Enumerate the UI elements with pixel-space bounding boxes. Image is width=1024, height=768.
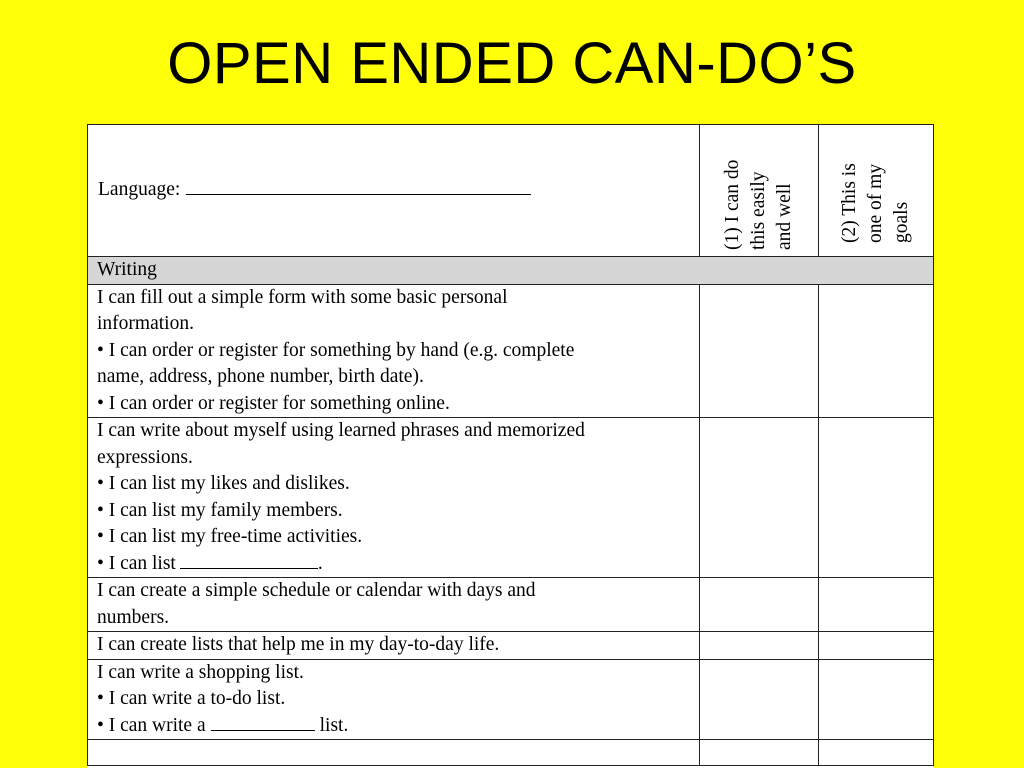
- can-do-statement: [88, 418, 700, 578]
- can-do-statement: [88, 632, 700, 660]
- section-label: Writing: [88, 257, 934, 285]
- statement-line: • I can list my free-time activities.: [97, 526, 363, 547]
- statement-line: • I can list my likes and dislikes.: [97, 473, 350, 494]
- blank-prefix: • I can write a: [97, 714, 206, 736]
- can-do-statement: [88, 578, 700, 632]
- statement-line: • I can order or register for something by hand (e.g. complete: [97, 339, 575, 361]
- section-row-writing: [88, 257, 934, 285]
- goal-checkbox-cell[interactable]: [819, 659, 934, 740]
- easily-checkbox-cell[interactable]: [700, 418, 819, 578]
- slide-title: OPEN ENDED CAN-DO’S: [167, 31, 857, 96]
- goal-checkbox-cell[interactable]: [819, 418, 934, 578]
- header-row: [88, 125, 934, 257]
- column-2-header: [819, 125, 934, 257]
- statement-line: • I can write a to-do list.: [97, 688, 286, 709]
- easily-checkbox-cell[interactable]: [700, 578, 819, 632]
- statement-line: expressions.: [97, 446, 193, 468]
- statement-line: I can create a simple schedule or calendar with days and: [97, 580, 536, 601]
- goal-checkbox-cell[interactable]: [819, 284, 934, 418]
- statement-line: I can write about myself using learned phrases and memorized: [97, 420, 585, 441]
- column-2-header-text: (2) This is one of my goals: [839, 162, 912, 243]
- statement-line: • I can list my family members.: [97, 499, 343, 521]
- language-blank-field[interactable]: [186, 178, 531, 195]
- blank-suffix: .: [317, 552, 323, 574]
- column-1-header-text: (1) I can do this easily and well: [722, 159, 795, 250]
- language-label: Language:: [98, 179, 181, 201]
- easily-checkbox-cell[interactable]: [700, 659, 819, 740]
- fill-in-blank[interactable]: [211, 714, 315, 731]
- goal-checkbox-cell[interactable]: [819, 740, 934, 766]
- can-do-statement: [88, 659, 700, 740]
- table-row: [88, 659, 934, 740]
- language-cell: [88, 125, 700, 257]
- can-do-table: [87, 124, 934, 766]
- table-row: [88, 418, 934, 578]
- statement-line-with-blank: [97, 551, 693, 578]
- statement-line-with-blank: [97, 713, 693, 740]
- table-row: [88, 284, 934, 418]
- easily-checkbox-cell[interactable]: [700, 632, 819, 660]
- statement-line: I can create lists that help me in my day-to-day life.: [97, 634, 500, 655]
- goal-checkbox-cell[interactable]: [819, 632, 934, 660]
- statement-line: information.: [97, 313, 194, 334]
- blank-prefix: • I can list: [97, 552, 176, 574]
- statement-line: • I can order or register for something online.: [97, 392, 450, 414]
- table-row: [88, 632, 934, 660]
- can-do-statement: [88, 284, 700, 418]
- empty-row: [88, 740, 934, 766]
- easily-checkbox-cell[interactable]: [700, 740, 819, 766]
- statement-line: name, address, phone number, birth date).: [97, 366, 424, 387]
- goal-checkbox-cell[interactable]: [819, 578, 934, 632]
- column-1-header: [700, 125, 819, 257]
- table-row: [88, 578, 934, 632]
- statement-line: I can write a shopping list.: [97, 661, 304, 683]
- easily-checkbox-cell[interactable]: [700, 284, 819, 418]
- statement-line: numbers.: [97, 606, 170, 628]
- blank-suffix: list.: [319, 714, 349, 736]
- statement-line: I can fill out a simple form with some basic personal: [97, 286, 508, 308]
- empty-statement-cell[interactable]: [88, 740, 700, 766]
- fill-in-blank[interactable]: [180, 552, 318, 569]
